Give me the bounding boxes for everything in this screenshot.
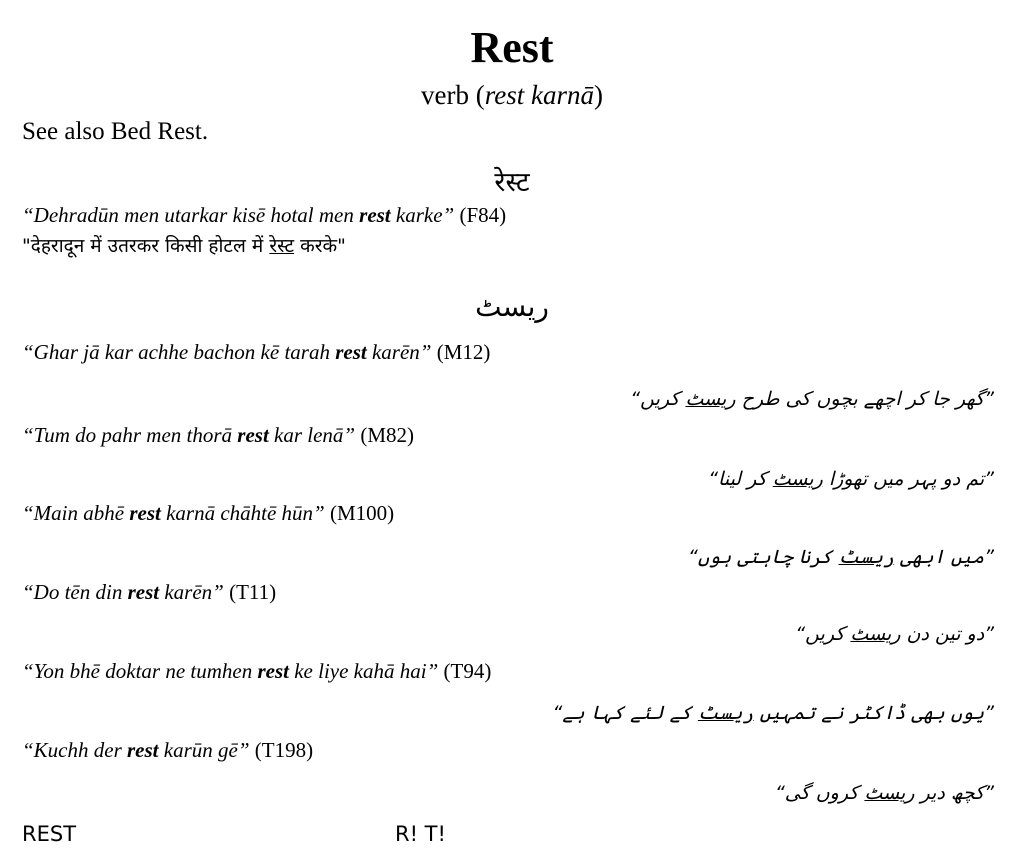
urdu-example-script (688, 546, 994, 568)
example-pre: “Yon bhē doktar ne tumhen (22, 659, 258, 683)
urdu-example-script (708, 468, 994, 490)
example-post: karēn” (159, 580, 224, 604)
script-keyword: ریسٹ (850, 623, 901, 645)
example-post: karēn” (366, 340, 432, 364)
urdu-example-script (775, 782, 994, 804)
example-pre: “Do tēn din (22, 580, 128, 604)
hindi-example-script (22, 232, 346, 258)
urdu-heading: ریسٹ (475, 290, 549, 323)
footer-left-label: REST (22, 822, 77, 846)
pos-italic: rest karnā (484, 80, 594, 110)
example-ref: (T198) (249, 738, 314, 762)
example-ref: (T11) (223, 580, 277, 604)
urdu-example-transliteration (22, 501, 394, 526)
example-ref: (T94) (438, 659, 492, 683)
example-pre: “Main abhē (22, 501, 130, 525)
script-keyword: ریسٹ (864, 782, 915, 804)
urdu-example-script (553, 702, 994, 724)
hindi-example-transliteration (22, 203, 506, 228)
example-keyword: rest (359, 203, 391, 227)
urdu-example-transliteration (22, 580, 276, 605)
example-pre: “Ghar jā kar achhe bachon kē tarah (22, 340, 336, 364)
script-keyword: ریسٹ (772, 468, 823, 490)
example-pre: “Dehradūn men utarkar kisē hotal men (22, 203, 360, 227)
script-post: کریں“ (630, 388, 686, 410)
urdu-example-transliteration (22, 738, 313, 763)
entry-title: Rest (470, 23, 554, 72)
script-keyword: ریسٹ (685, 388, 736, 410)
part-of-speech (0, 80, 1024, 111)
example-ref: (M82) (355, 423, 415, 447)
example-keyword: rest (257, 659, 289, 683)
example-keyword: rest (237, 423, 269, 447)
example-post: karke” (390, 203, 455, 227)
script-post: کرنا چاہتی ہوں“ (688, 546, 839, 568)
example-pre: “Tum do pahr men thorā (22, 423, 238, 447)
script-pre: ”میں ابھی (894, 546, 994, 568)
example-keyword: rest (127, 738, 159, 762)
urdu-example-transliteration (22, 423, 414, 448)
script-pre: ”گھر جا کر اچھے بچوں کی طرح (735, 388, 994, 410)
example-post: kar lenā” (268, 423, 356, 447)
example-post: karnā chāhtē hūn” (160, 501, 325, 525)
example-ref: (M100) (324, 501, 395, 525)
example-post: karūn gē” (158, 738, 250, 762)
script-post: करके" (294, 235, 346, 257)
pos-suffix: ) (593, 80, 603, 110)
script-pre: ”تم دو پہر میں تھوڑا (822, 468, 994, 490)
script-keyword: ریسٹ (838, 546, 895, 568)
script-post: کر لینا“ (708, 468, 773, 490)
see-also-note: See also Bed Rest. (22, 118, 209, 145)
script-pre: "देहरादून में उतरकर किसी होटल में (22, 235, 270, 257)
hindi-heading: रेस्ट (494, 167, 530, 198)
script-post: کے لئے کہا ہے“ (552, 702, 698, 724)
script-pre: ”یوں بھی ڈاکٹر نے تمہیں (753, 702, 994, 724)
urdu-example-script (630, 388, 994, 410)
script-pre: ”دو تین دن (900, 623, 994, 645)
example-post: ke liye kahā hai” (288, 659, 439, 683)
script-post: کروں گی“ (774, 782, 865, 804)
example-keyword: rest (129, 501, 161, 525)
footer-right-label: R! T! (395, 822, 446, 846)
example-ref: (F84) (454, 203, 507, 227)
urdu-example-transliteration (22, 340, 490, 365)
example-pre: “Kuchh der (22, 738, 127, 762)
urdu-example-script (795, 623, 994, 645)
script-pre: ”کچھ دیر (914, 782, 994, 804)
script-post: کریں“ (795, 623, 851, 645)
example-keyword: rest (335, 340, 367, 364)
pos-prefix: verb ( (421, 80, 485, 110)
example-ref: (M12) (431, 340, 491, 364)
script-keyword: रेस्ट (269, 235, 295, 257)
script-keyword: ریسٹ (697, 702, 754, 724)
example-keyword: rest (127, 580, 160, 604)
urdu-example-transliteration (22, 659, 491, 684)
